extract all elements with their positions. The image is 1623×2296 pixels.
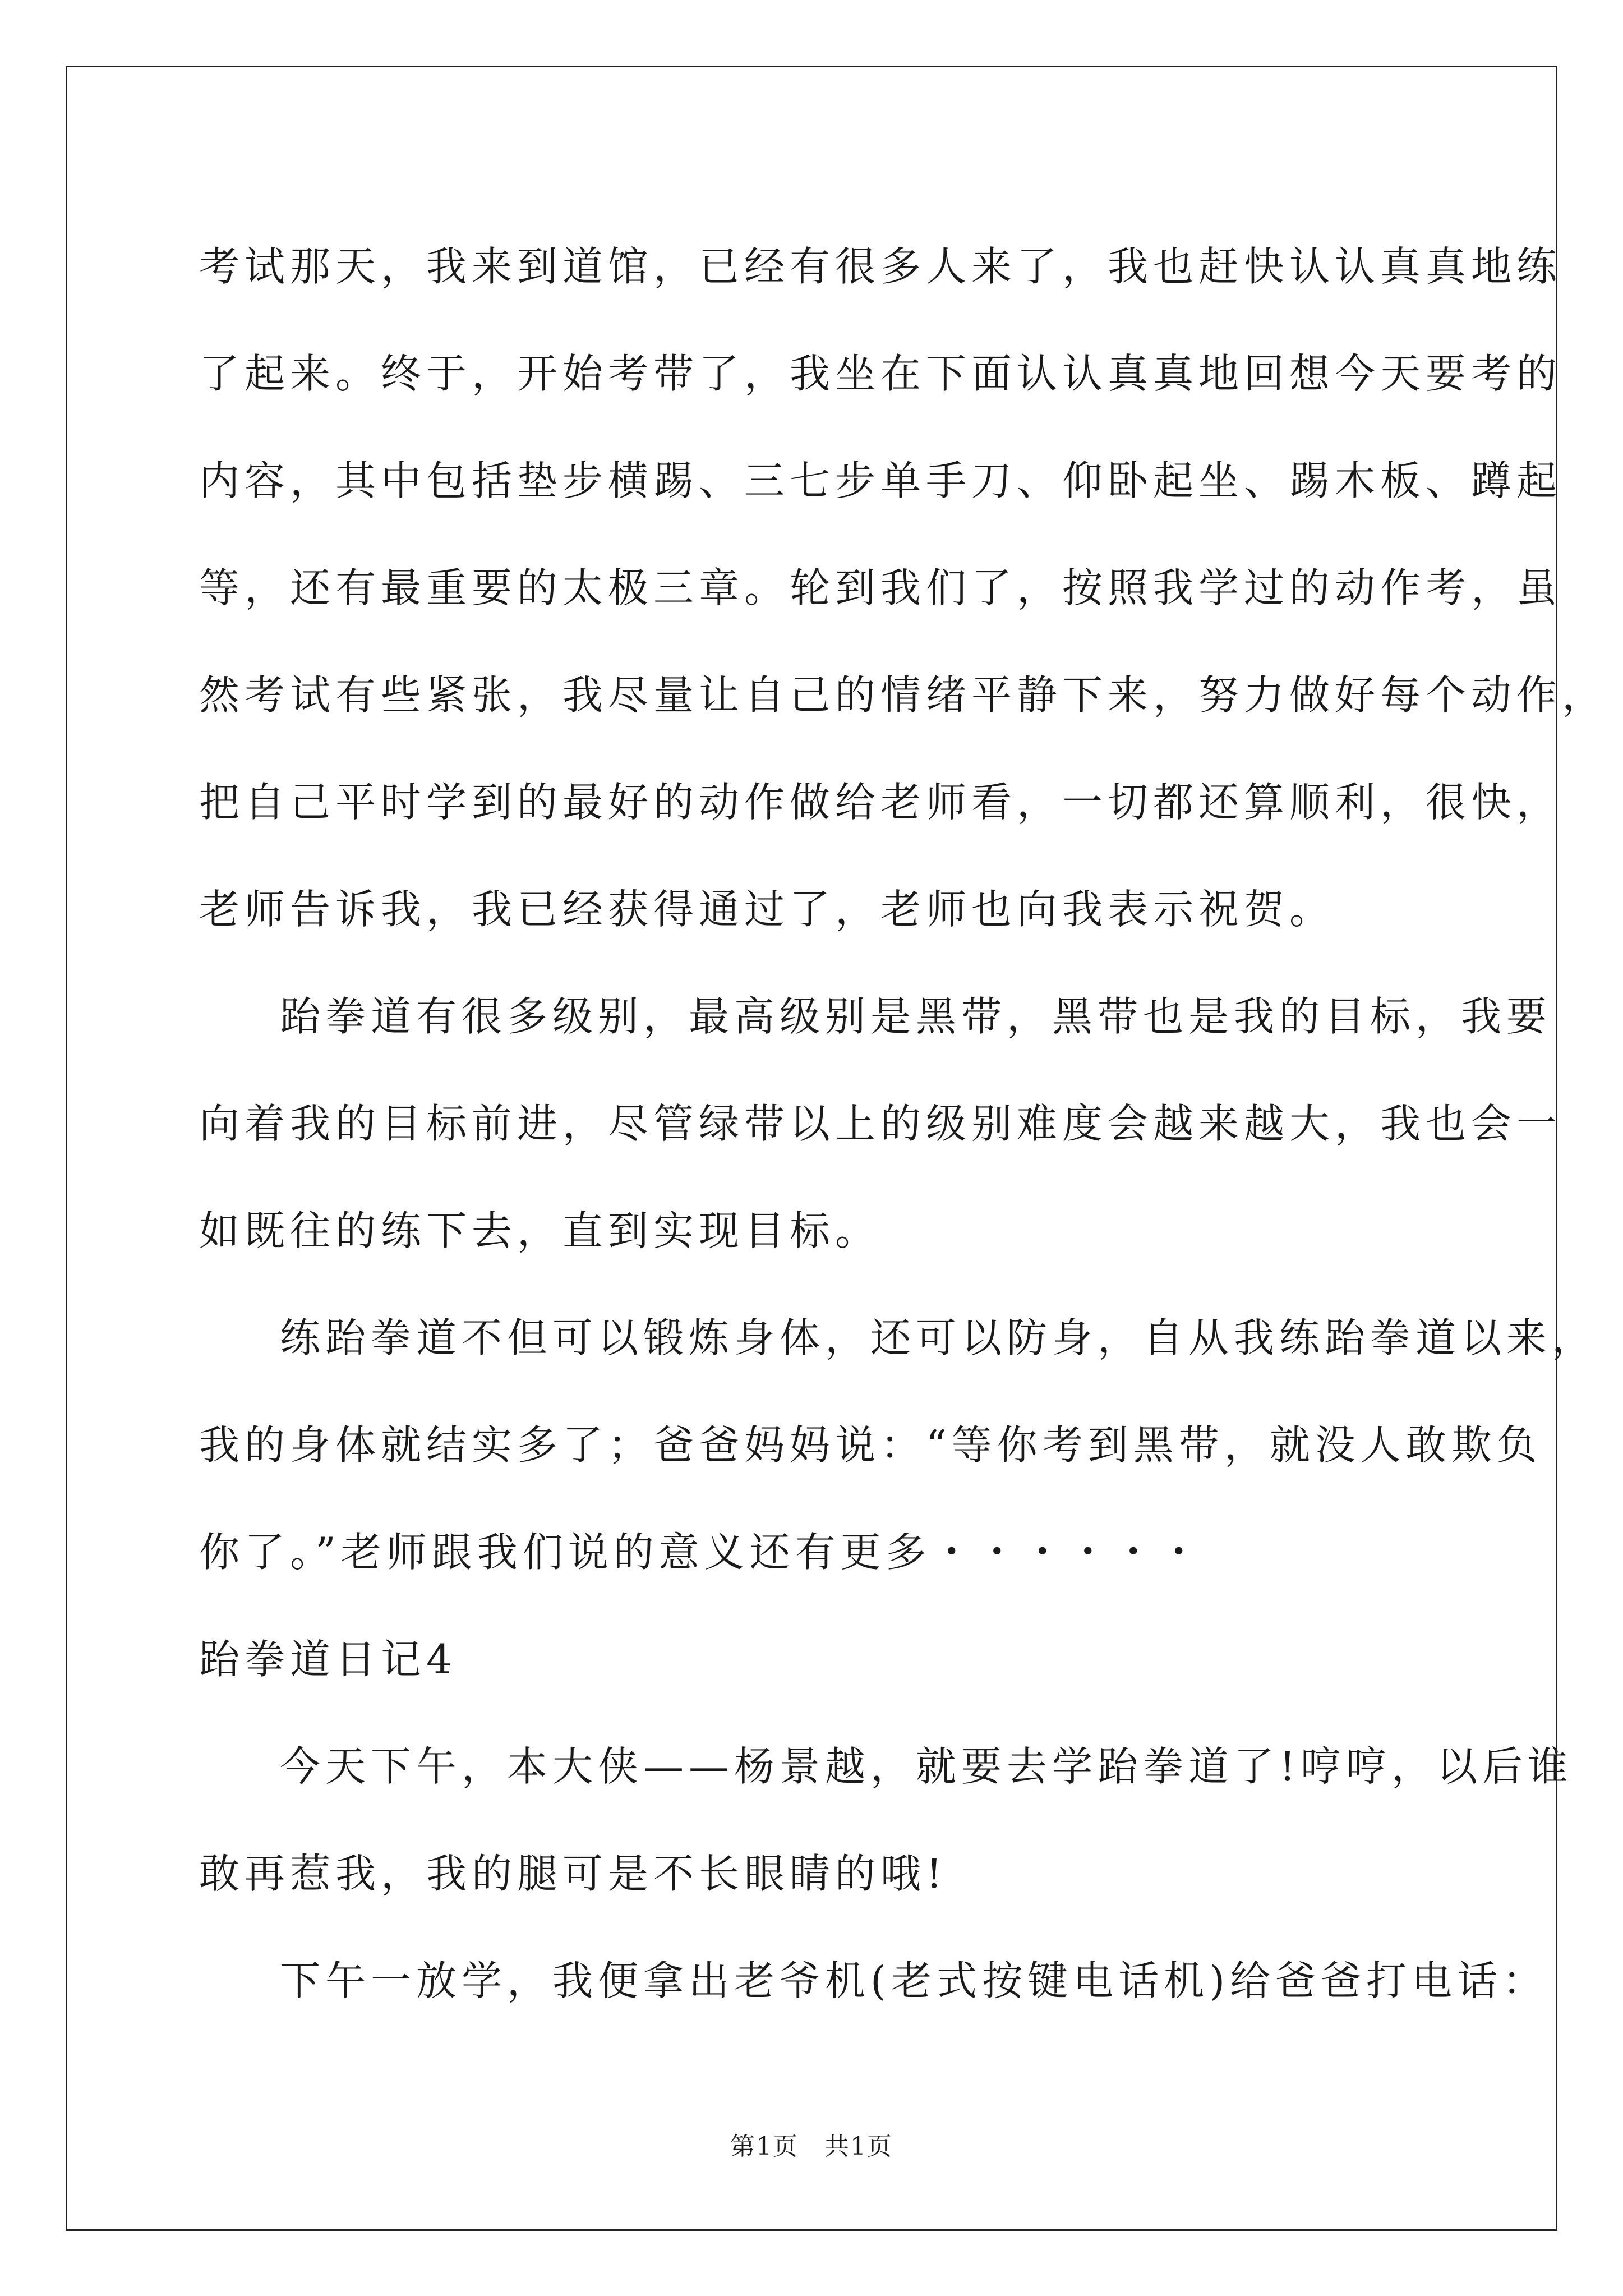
- text-line: 了起来。终于，开始考带了，我坐在下面认认真真地回想今天要考的: [199, 350, 1562, 397]
- text-line: 然考试有些紧张，我尽量让自己的情绪平静下来，努力做好每个动作，: [199, 671, 1608, 719]
- text-line: 如既往的练下去，直到实现目标。: [199, 1207, 881, 1254]
- section-heading: 跆拳道日记4: [199, 1636, 457, 1683]
- text-line: 你了。”老师跟我们说的意义还有更多・・・・・・: [199, 1529, 1204, 1576]
- paragraph-start-line: 练跆拳道不但可以锻炼身体，还可以防身，自从我练跆拳道以来，: [280, 1314, 1598, 1361]
- paragraph-start-line: 今天下午，本大侠——杨景越，就要去学跆拳道了!哼哼，以后谁: [280, 1743, 1573, 1790]
- text-line: 考试那天，我来到道馆，已经有很多人来了，我也赶快认认真真地练: [199, 243, 1562, 290]
- text-line: 内容，其中包括垫步横踢、三七步单手刀、仰卧起坐、踢木板、蹲起: [199, 457, 1562, 504]
- text-line: 等，还有最重要的太极三章。轮到我们了，按照我学过的动作考，虽: [199, 564, 1562, 611]
- paragraph-start-line: 跆拳道有很多级别，最高级别是黑带，黑带也是我的目标，我要: [280, 993, 1552, 1040]
- paragraph-start-line: 下午一放学，我便拿出老爷机(老式按键电话机)给爸爸打电话：: [280, 1957, 1548, 2004]
- text-line: 老师告诉我，我已经获得通过了，老师也向我表示祝贺。: [199, 886, 1335, 933]
- document-body: [199, 213, 1608, 2035]
- text-line: 我的身体就结实多了；爸爸妈妈说：“等你考到黑带，就没人敢欺负: [199, 1421, 1542, 1469]
- page-number: 第1页 共1页: [730, 2132, 893, 2161]
- text-line: 向着我的目标前进，尽管绿带以上的级别难度会越来越大，我也会一: [199, 1100, 1562, 1147]
- text-line: 敢再惹我，我的腿可是不长眼睛的哦!: [199, 1850, 947, 1897]
- text-line: 把自己平时学到的最好的动作做给老师看，一切都还算顺利，很快，: [199, 779, 1562, 826]
